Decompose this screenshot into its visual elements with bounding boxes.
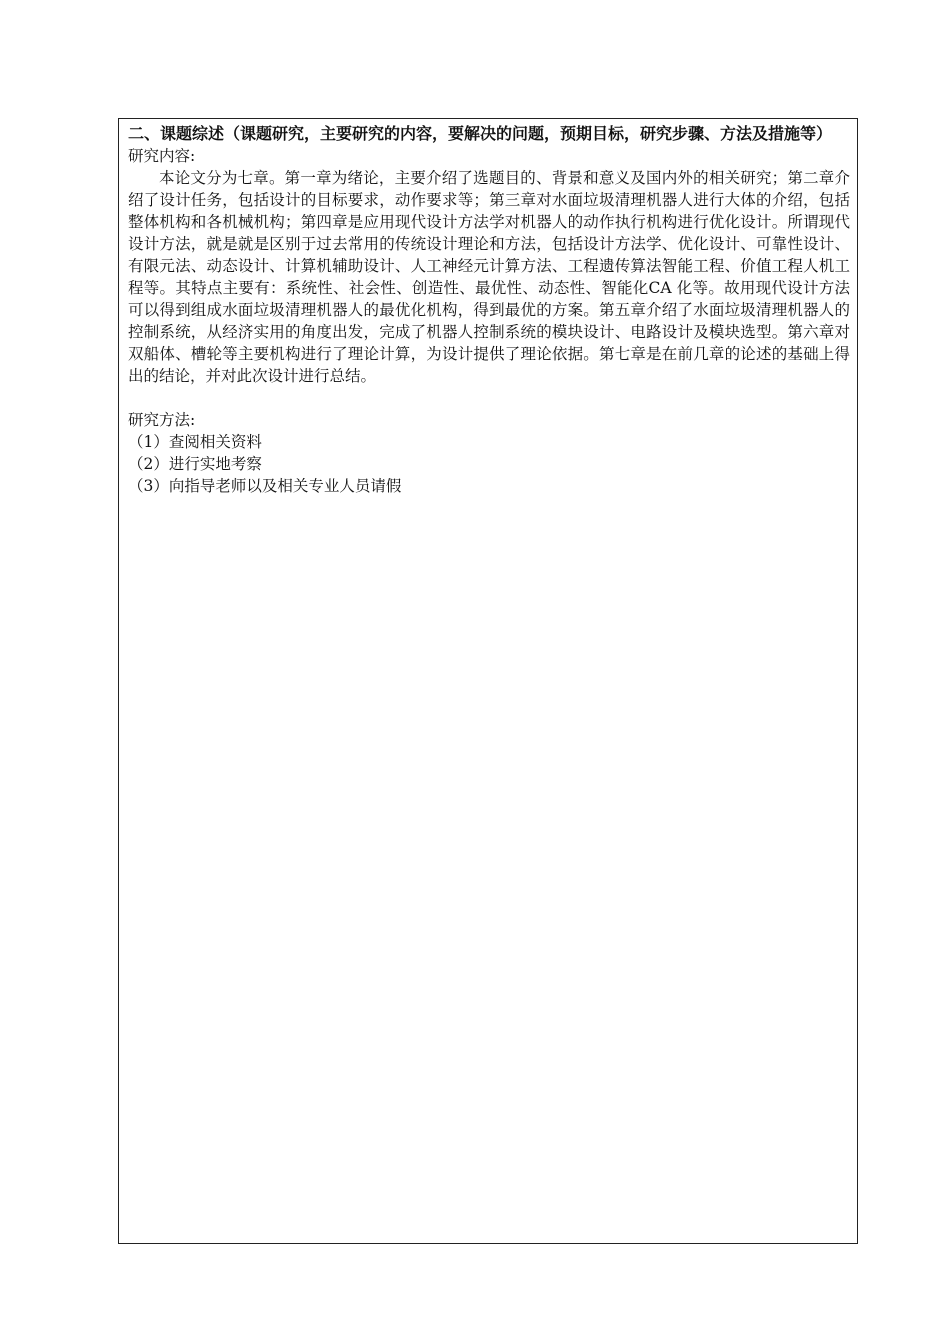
list-item: （2）进行实地考察 <box>128 455 262 473</box>
content-paragraph: 本论文分为七章。第一章为绪论，主要介绍了选题目的、背景和意义及国内外的相关研究；第二章介绍了设计任务，包括设计的目标要求，动作要求等；第三章对水面垃圾清理机器人进行大体的介绍，包括整体机构和各机械机构；第四章是应用现代设计方法学对机器人的动作执行机构进行优化设计。所谓现代设计方法，就是就是区别于过去常用的传统设计理论和方法，包括设计方法学、优化设计、可靠性设计、有限元法、动态设计、计算机辅助设计、人工神经元计算方法、工程遗传算法智能工程、价值工程人机工程等。其特点主要有：系统性、社会性、创造性、最优性、动态性、智能化CA 化等。故用现代设计方法可以得到组成水面垃圾清理机器人的最优化机构，得到最优的方案。第五章介绍了水面垃圾清理机器人的控制系统，从经济实用的角度出发，完成了机器人控制系统的模块设计、电路设计及模块选型。第六章对双船体、槽轮等主要机构进行了理论计算，为设计提供了理论依据。第七章是在前几章的论述的基础上得出的结论，并对此次设计进行总结。 <box>128 169 850 385</box>
list-item: （1）查阅相关资料 <box>128 433 262 451</box>
methods-label: 研究方法: <box>128 411 196 429</box>
cell-content <box>128 123 850 497</box>
spacer <box>128 387 850 409</box>
methods-list <box>128 431 850 497</box>
content-label: 研究内容: <box>128 147 196 165</box>
section-heading: 二、课题综述（课题研究，主要研究的内容，要解决的问题，预期目标，研究步骤、方法及措施等） <box>128 124 833 143</box>
review-table-cell <box>118 118 858 1244</box>
list-item: （3）向指导老师以及相关专业人员请假 <box>128 477 402 495</box>
